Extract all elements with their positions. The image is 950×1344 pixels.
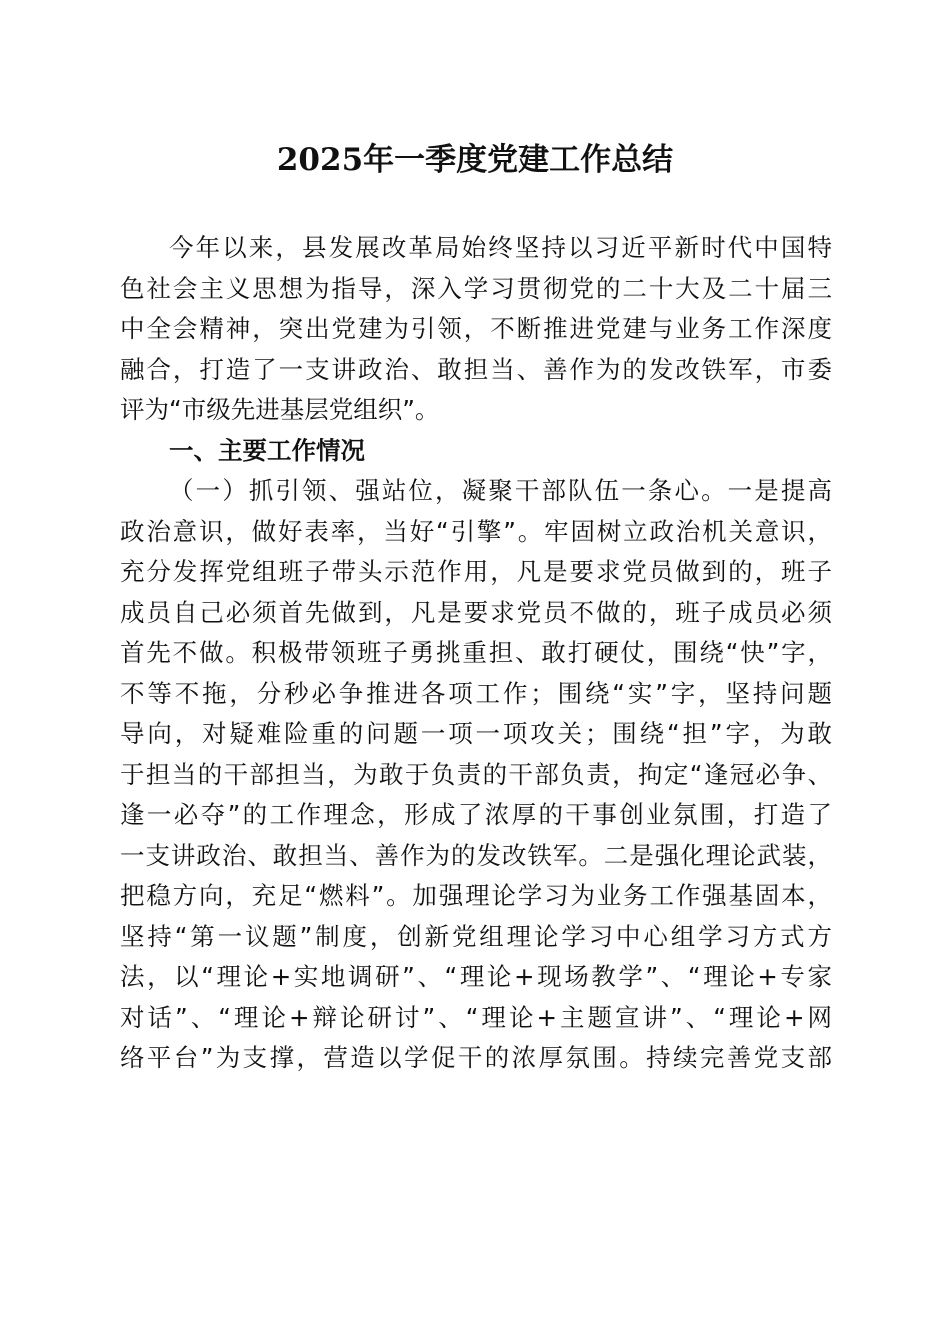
section-line: 络平台”为支撑，营造以学促干的浓厚氛围。持续完善党支部 [120,1043,832,1072]
document-title: 2025年一季度党建工作总结 [276,142,674,178]
section-heading: 一、主要工作情况 [169,435,365,465]
document-body [120,228,832,1079]
section-line: 坚持“第一议题”制度，创新党组理论学习中心组学习方式方 [120,921,832,951]
section-line: 导向，对疑难险重的问题一项一项攻关；围绕“担”字，为敢 [120,719,832,748]
section-line: 首先不做。积极带领班子勇挑重担、敢打硬仗，围绕“快”字， [120,638,832,667]
section-line: 政治意识，做好表率，当好“引擎”。牢固树立政治机关意识， [120,516,832,546]
intro-line: 色社会主义思想为指导，深入学习贯彻党的二十大及二十届三 [120,273,832,303]
section-line: 把稳方向，充足“燃料”。加强理论学习为业务工作强基固本， [120,881,832,910]
section-line: （一）抓引领、强站位，凝聚干部队伍一条心。一是提高 [169,476,832,505]
section-line: 成员自己必须首先做到，凡是要求党员不做的，班子成员必须 [120,597,832,627]
section-line: 于担当的干部担当，为敢于负责的干部负责，拘定“逢冠必争、 [120,759,832,789]
section-line: 充分发挥党组班子带头示范作用，凡是要求党员做到的，班子 [120,557,832,586]
section-line: 法，以“理论+实地调研”、“理论+现场教学”、“理论+专家 [120,962,832,991]
section-line: 对话”、“理论+辩论研讨”、“理论+主题宣讲”、“理论+网 [120,1002,832,1032]
section-line: 一支讲政治、敢担当、善作为的发改铁军。二是强化理论武装， [120,840,832,870]
intro-line: 融合，打造了一支讲政治、敢担当、善作为的发改铁军，市委 [120,354,832,384]
intro-line: 评为“市级先进基层党组织”。 [120,395,440,424]
section-line: 逢一必夺”的工作理念，形成了浓厚的干事创业氛围，打造了 [120,800,832,829]
section-line: 不等不拖，分秒必争推进各项工作；围绕“实”字，坚持问题 [120,678,832,708]
intro-line: 中全会精神，突出党建为引领，不断推进党建与业务工作深度 [120,314,832,343]
intro-line: 今年以来，县发展改革局始终坚持以习近平新时代中国特 [169,233,832,262]
